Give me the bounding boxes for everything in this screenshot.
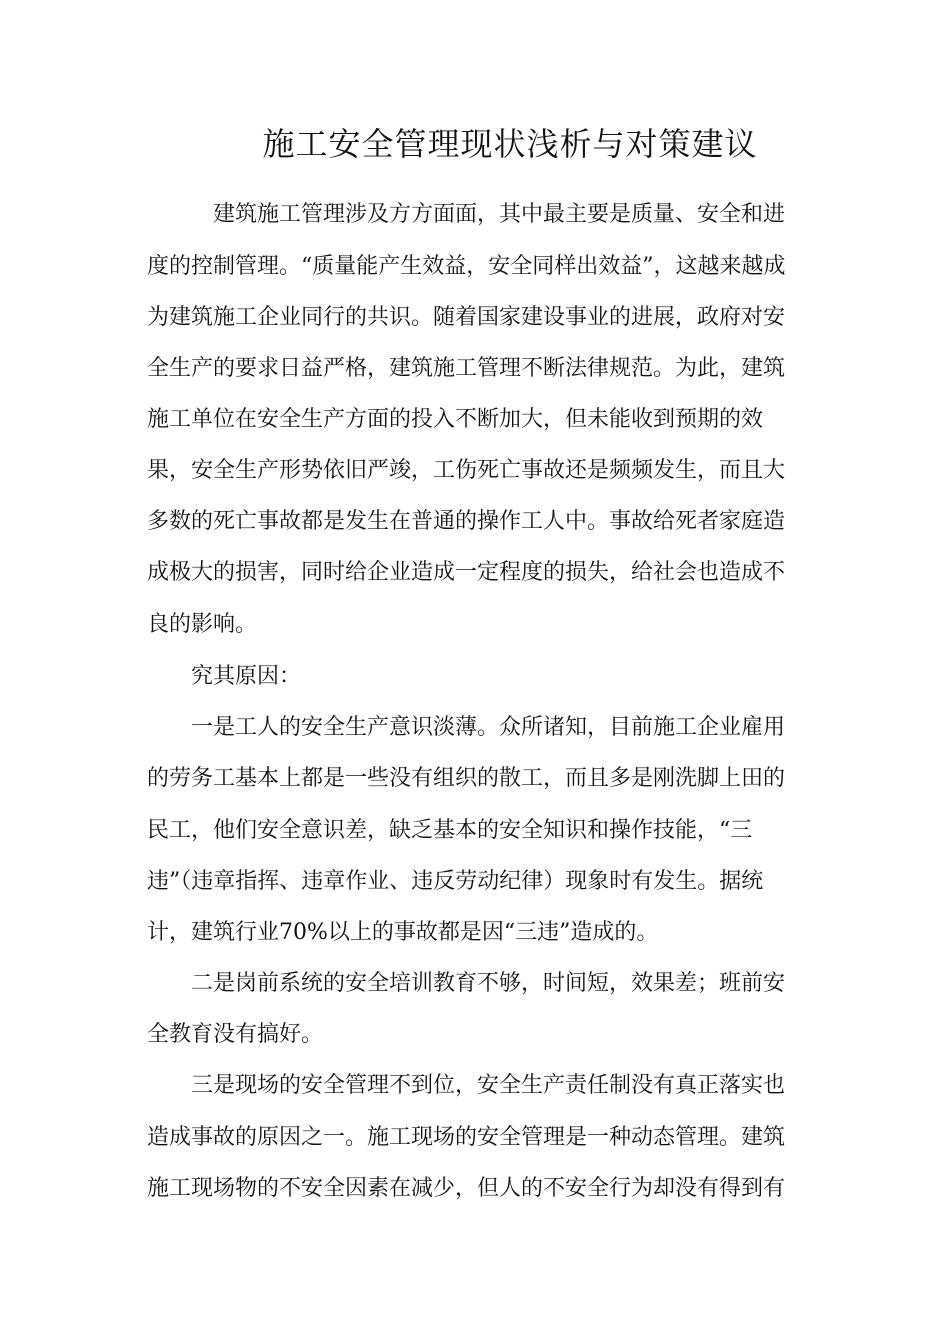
text-line: 果，安全生产形势依旧严竣，工伤死亡事故还是频频发生，而且大 <box>147 458 786 483</box>
text-line: 究其原因： <box>191 664 302 689</box>
text-line: 全教育没有搞好。 <box>147 1022 324 1047</box>
text-line: 违”（违章指挥、违章作业、违反劳动纪律）现象时有发生。据统 <box>147 869 764 894</box>
text-line: 良的影响。 <box>147 612 258 637</box>
text-line: 施工单位在安全生产方面的投入不断加大，但未能收到预期的效 <box>147 407 764 432</box>
text-line: 施工现场物的不安全因素在减少，但人的不安全行为却没有得到有 <box>147 1176 786 1201</box>
document-title: 施工安全管理现状浅析与对策建议 <box>262 125 758 163</box>
text-line: 建筑施工管理涉及方方面面，其中最主要是质量、安全和进 <box>213 202 786 227</box>
text-line: 度的控制管理。“质量能产生效益，安全同样出效益”，这越来越成 <box>147 254 786 279</box>
text-line: 的劳务工基本上都是一些没有组织的散工，而且多是刚洗脚上田的 <box>147 766 786 791</box>
text-line: 造成事故的原因之一。施工现场的安全管理是一种动态管理。建筑 <box>147 1125 786 1150</box>
text-line: 为建筑施工企业同行的共识。随着国家建设事业的进展，政府对安 <box>147 305 786 330</box>
text-line: 民工，他们安全意识差，缺乏基本的安全知识和操作技能，“三 <box>147 818 753 843</box>
text-line: 计，建筑行业70%以上的事故都是因“三违”造成的。 <box>147 920 659 945</box>
text-line: 三是现场的安全管理不到位，安全生产责任制没有真正落实也 <box>191 1073 786 1098</box>
text-line: 二是岗前系统的安全培训教育不够，时间短，效果差；班前安 <box>191 971 786 996</box>
text-line: 一是工人的安全生产意识淡薄。众所诸知，目前施工企业雇用 <box>191 715 786 740</box>
text-line: 成极大的损害，同时给企业造成一定程度的损失，给社会也造成不 <box>147 560 786 585</box>
text-line: 多数的死亡事故都是发生在普通的操作工人中。事故给死者家庭造 <box>147 509 786 534</box>
text-line: 全生产的要求日益严格，建筑施工管理不断法律规范。为此，建筑 <box>147 356 786 381</box>
